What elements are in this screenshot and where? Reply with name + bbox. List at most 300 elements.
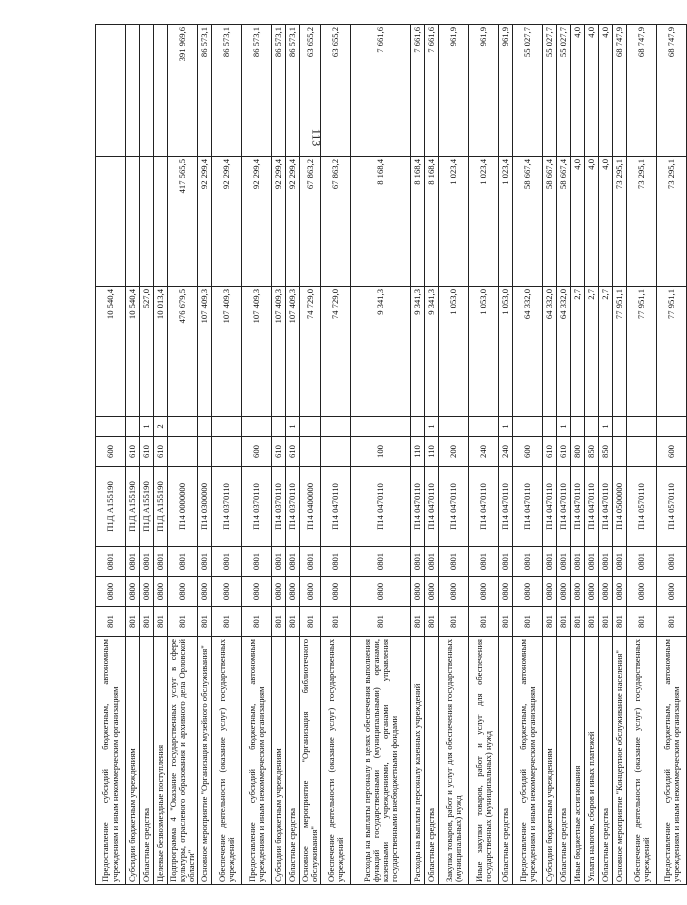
row-sum-2020: 8 168,4 <box>425 157 439 287</box>
row-dop: 2 <box>154 417 168 437</box>
row-sum-2020: 417 565,5 <box>168 157 198 287</box>
row-razdel: 0800 <box>543 577 557 607</box>
row-name: Целевые безвозмездные поступления <box>154 637 168 885</box>
row-vr: 610 <box>286 437 300 467</box>
table-row <box>557 25 571 885</box>
row-podrazdel: 0801 <box>627 547 657 577</box>
row-sum-2021: 86 573,1 <box>286 25 300 157</box>
row-sum-2021: 7 661,6 <box>425 25 439 157</box>
row-razdel: 0800 <box>351 577 411 607</box>
row-sum-2019: 1 053,0 <box>469 287 499 417</box>
row-gov: 801 <box>96 607 126 637</box>
row-sum-2020: 73 295,1 <box>657 157 687 287</box>
row-sum-2019: 9 341,3 <box>351 287 411 417</box>
row-razdel: 0800 <box>411 577 425 607</box>
row-podrazdel: 0801 <box>599 547 613 577</box>
row-csr: П1Д А155190 <box>126 467 140 547</box>
row-podrazdel: 0801 <box>543 547 557 577</box>
row-sum-2020: 8 168,4 <box>351 157 411 287</box>
row-dop: 1 <box>599 417 613 437</box>
row-sum-2019: 10 540,4 <box>96 287 126 417</box>
row-name: Субсидии бюджетным учреждениям <box>126 637 140 885</box>
row-sum-2019: 107 409,3 <box>286 287 300 417</box>
row-gov: 801 <box>126 607 140 637</box>
row-sum-2020: 58 667,4 <box>557 157 571 287</box>
table-row <box>96 25 126 885</box>
row-razdel: 0800 <box>168 577 198 607</box>
row-gov: 801 <box>657 607 687 637</box>
row-razdel: 0800 <box>439 577 469 607</box>
row-dop: 1 <box>425 417 439 437</box>
row-sum-2019: 527,0 <box>140 287 154 417</box>
row-vr: 110 <box>411 437 425 467</box>
row-sum-2020: 73 295,1 <box>613 157 627 287</box>
row-sum-2020: 4,0 <box>571 157 585 287</box>
row-vr <box>300 437 321 467</box>
row-vr: 600 <box>657 437 687 467</box>
row-dop: 1 <box>499 417 513 437</box>
row-name: Закупка товаров, работ и услуг для обеспечения государственных (муниципальных) нужд <box>439 637 469 885</box>
row-name: Предоставление субсидий бюджетным, автономным учреждениям и иным некоммерческим организациям <box>657 637 687 885</box>
table-row <box>411 25 425 885</box>
row-csr: П14 0470110 <box>557 467 571 547</box>
table-row <box>272 25 286 885</box>
row-csr: П14 0470110 <box>599 467 613 547</box>
row-dop <box>411 417 425 437</box>
row-razdel: 0800 <box>154 577 168 607</box>
row-name: Подпрограмма 4 "Оказание государственных услуг в сфере культуры, отраслевого образования и архивного дела Орловской области" <box>168 637 198 885</box>
row-sum-2019: 2,7 <box>599 287 613 417</box>
row-csr: П14 0470110 <box>469 467 499 547</box>
row-gov: 801 <box>411 607 425 637</box>
table-row <box>543 25 557 885</box>
row-sum-2021: 961,9 <box>499 25 513 157</box>
row-sum-2019: 107 409,3 <box>212 287 242 417</box>
row-dop <box>168 417 198 437</box>
table-row <box>439 25 469 885</box>
row-dop <box>571 417 585 437</box>
row-dop <box>198 417 212 437</box>
row-sum-2020 <box>96 157 126 287</box>
row-gov: 801 <box>499 607 513 637</box>
row-gov: 801 <box>627 607 657 637</box>
row-podrazdel: 0801 <box>198 547 212 577</box>
table-row <box>469 25 499 885</box>
row-podrazdel: 0801 <box>140 547 154 577</box>
row-name: Предоставление субсидий бюджетным, автономным учреждениям и иным некоммерческим организациям <box>96 637 126 885</box>
row-gov: 801 <box>168 607 198 637</box>
row-dop: 1 <box>286 417 300 437</box>
row-razdel: 0800 <box>321 577 351 607</box>
row-razdel: 0800 <box>469 577 499 607</box>
row-podrazdel: 0801 <box>168 547 198 577</box>
row-name: Субсидии бюджетным учреждениям <box>272 637 286 885</box>
row-podrazdel: 0801 <box>411 547 425 577</box>
row-vr: 610 <box>272 437 286 467</box>
row-name: Обеспечение деятельности (оказание услуг) государственных учреждений <box>212 637 242 885</box>
row-razdel: 0800 <box>300 577 321 607</box>
row-vr: 110 <box>425 437 439 467</box>
row-name: Областные средства <box>286 637 300 885</box>
row-csr: П14 0370110 <box>272 467 286 547</box>
row-csr: П1Д А155190 <box>96 467 126 547</box>
row-razdel: 0800 <box>513 577 543 607</box>
row-razdel: 0800 <box>571 577 585 607</box>
row-vr: 610 <box>126 437 140 467</box>
row-sum-2019: 64 332,0 <box>513 287 543 417</box>
row-csr: П14 0570110 <box>627 467 657 547</box>
row-podrazdel: 0801 <box>657 547 687 577</box>
table-row <box>351 25 411 885</box>
row-sum-2020: 67 863,2 <box>321 157 351 287</box>
row-name: Предоставление субсидий бюджетным, автономным учреждениям и иным некоммерческим организациям <box>242 637 272 885</box>
row-sum-2019: 64 332,0 <box>557 287 571 417</box>
row-vr: 240 <box>499 437 513 467</box>
row-razdel: 0800 <box>96 577 126 607</box>
row-vr: 850 <box>599 437 613 467</box>
row-csr: П14 0470110 <box>425 467 439 547</box>
row-name: Иные закупки товаров, работ и услуг для обеспечения государственных (муниципальных) нужд <box>469 637 499 885</box>
row-gov: 801 <box>286 607 300 637</box>
row-vr <box>613 437 627 467</box>
row-name: Областные средства <box>425 637 439 885</box>
table-row <box>300 25 321 885</box>
row-name: Расходы на выплаты персоналу казенных учреждений <box>411 637 425 885</box>
row-dop: 1 <box>557 417 571 437</box>
row-sum-2021: 55 027,7 <box>513 25 543 157</box>
row-sum-2020: 58 667,4 <box>513 157 543 287</box>
row-name: Уплата налогов, сборов и иных платежей <box>585 637 599 885</box>
table-row <box>585 25 599 885</box>
row-dop <box>469 417 499 437</box>
row-name: Расходы на выплаты персоналу в целях обеспечения выполнения функций государственными (муниципальными) органами, казенными учреждениями, органами управления государственными внебюджетными фондами <box>351 637 411 885</box>
row-csr: П1Д А155190 <box>140 467 154 547</box>
row-sum-2021 <box>140 25 154 157</box>
row-dop <box>513 417 543 437</box>
row-sum-2019: 9 341,3 <box>411 287 425 417</box>
row-sum-2020: 1 023,4 <box>499 157 513 287</box>
row-sum-2020: 8 168,4 <box>411 157 425 287</box>
row-podrazdel: 0801 <box>613 547 627 577</box>
row-dop <box>657 417 687 437</box>
row-vr: 610 <box>543 437 557 467</box>
row-sum-2020: 92 299,4 <box>198 157 212 287</box>
row-csr: П14 0470110 <box>585 467 599 547</box>
row-csr: П14 0470110 <box>321 467 351 547</box>
table-row <box>212 25 242 885</box>
row-sum-2019: 2,7 <box>585 287 599 417</box>
row-gov: 801 <box>242 607 272 637</box>
row-sum-2019: 74 729,0 <box>300 287 321 417</box>
row-gov: 801 <box>425 607 439 637</box>
row-gov: 801 <box>300 607 321 637</box>
row-sum-2021 <box>154 25 168 157</box>
table-row <box>140 25 154 885</box>
row-sum-2020 <box>154 157 168 287</box>
row-razdel: 0800 <box>286 577 300 607</box>
row-dop <box>321 417 351 437</box>
row-razdel: 0800 <box>140 577 154 607</box>
row-sum-2021: 55 027,7 <box>543 25 557 157</box>
table-row <box>613 25 627 885</box>
row-dop <box>96 417 126 437</box>
row-sum-2020: 4,0 <box>599 157 613 287</box>
row-gov: 801 <box>557 607 571 637</box>
row-csr: П14 0470110 <box>499 467 513 547</box>
table-row <box>242 25 272 885</box>
row-csr: П14 0470110 <box>411 467 425 547</box>
row-gov: 801 <box>154 607 168 637</box>
row-sum-2021: 961,9 <box>469 25 499 157</box>
row-podrazdel: 0801 <box>469 547 499 577</box>
row-razdel: 0800 <box>198 577 212 607</box>
row-dop <box>627 417 657 437</box>
row-sum-2021: 55 027,7 <box>557 25 571 157</box>
row-razdel: 0800 <box>613 577 627 607</box>
table-row <box>499 25 513 885</box>
row-sum-2020: 58 667,4 <box>543 157 557 287</box>
row-podrazdel: 0801 <box>286 547 300 577</box>
row-sum-2019: 2,7 <box>571 287 585 417</box>
row-sum-2019: 10 540,4 <box>126 287 140 417</box>
row-name: Предоставление субсидий бюджетным, автономным учреждениям и иным некоммерческим организациям <box>513 637 543 885</box>
row-podrazdel: 0801 <box>272 547 286 577</box>
row-gov: 801 <box>599 607 613 637</box>
row-vr <box>168 437 198 467</box>
table-row <box>513 25 543 885</box>
row-podrazdel: 0801 <box>499 547 513 577</box>
row-sum-2020 <box>126 157 140 287</box>
row-sum-2021: 4,0 <box>571 25 585 157</box>
row-vr <box>321 437 351 467</box>
row-sum-2021: 86 573,1 <box>212 25 242 157</box>
row-gov: 801 <box>212 607 242 637</box>
row-name: Областные средства <box>599 637 613 885</box>
row-csr: П14 0370110 <box>212 467 242 547</box>
table-row <box>657 25 687 885</box>
row-gov: 801 <box>513 607 543 637</box>
row-podrazdel: 0801 <box>300 547 321 577</box>
row-razdel: 0800 <box>499 577 513 607</box>
table-row <box>425 25 439 885</box>
row-sum-2021: 63 655,2 <box>300 25 321 157</box>
row-gov: 801 <box>439 607 469 637</box>
row-razdel: 0800 <box>425 577 439 607</box>
row-gov: 801 <box>321 607 351 637</box>
row-csr: П14 0470110 <box>571 467 585 547</box>
table-row <box>599 25 613 885</box>
row-dop <box>212 417 242 437</box>
row-dop <box>242 417 272 437</box>
row-dop <box>126 417 140 437</box>
table-row <box>154 25 168 885</box>
row-name: Обеспечение деятельности (оказание услуг) государственных учреждений <box>627 637 657 885</box>
row-sum-2020: 4,0 <box>585 157 599 287</box>
row-sum-2019: 77 951,1 <box>657 287 687 417</box>
row-sum-2020: 92 299,4 <box>212 157 242 287</box>
row-vr: 850 <box>585 437 599 467</box>
row-gov: 801 <box>571 607 585 637</box>
row-csr: П14 0370110 <box>242 467 272 547</box>
row-razdel: 0800 <box>272 577 286 607</box>
row-dop <box>585 417 599 437</box>
row-sum-2020: 67 863,2 <box>300 157 321 287</box>
row-csr: П14 0470110 <box>543 467 557 547</box>
row-vr: 600 <box>513 437 543 467</box>
row-sum-2021: 391 969,6 <box>168 25 198 157</box>
row-dop <box>613 417 627 437</box>
row-razdel: 0800 <box>557 577 571 607</box>
row-podrazdel: 0801 <box>571 547 585 577</box>
row-sum-2019: 64 332,0 <box>543 287 557 417</box>
row-csr: П14 0470110 <box>439 467 469 547</box>
row-sum-2021: 4,0 <box>585 25 599 157</box>
row-name: Областные средства <box>499 637 513 885</box>
row-gov: 801 <box>272 607 286 637</box>
row-vr: 100 <box>351 437 411 467</box>
row-gov: 801 <box>585 607 599 637</box>
row-csr: П14 0470110 <box>513 467 543 547</box>
page-number: 113 <box>309 128 324 147</box>
row-gov: 801 <box>198 607 212 637</box>
row-name: Субсидии бюджетным учреждениям <box>543 637 557 885</box>
row-podrazdel: 0801 <box>439 547 469 577</box>
row-csr: П14 0470110 <box>351 467 411 547</box>
row-gov: 801 <box>351 607 411 637</box>
row-podrazdel: 0801 <box>351 547 411 577</box>
row-razdel: 0800 <box>126 577 140 607</box>
table-row <box>286 25 300 885</box>
row-vr: 610 <box>140 437 154 467</box>
row-podrazdel: 0801 <box>212 547 242 577</box>
row-vr: 200 <box>439 437 469 467</box>
row-sum-2019: 9 341,3 <box>425 287 439 417</box>
row-csr: П14 0300000 <box>198 467 212 547</box>
rotated-page <box>95 25 681 885</box>
row-sum-2021: 86 573,1 <box>198 25 212 157</box>
row-vr: 240 <box>469 437 499 467</box>
table-row <box>627 25 657 885</box>
row-vr: 610 <box>154 437 168 467</box>
row-sum-2020: 73 295,1 <box>627 157 657 287</box>
row-dop <box>272 417 286 437</box>
row-podrazdel: 0801 <box>425 547 439 577</box>
row-name: Иные бюджетные ассигнования <box>571 637 585 885</box>
row-razdel: 0800 <box>212 577 242 607</box>
row-sum-2021: 7 661,6 <box>351 25 411 157</box>
row-podrazdel: 0801 <box>585 547 599 577</box>
row-csr: П14 0000000 <box>168 467 198 547</box>
row-name: Основное мероприятие "Организация музейного обслуживания" <box>198 637 212 885</box>
row-sum-2021: 63 655,2 <box>321 25 351 157</box>
row-sum-2021: 86 573,1 <box>272 25 286 157</box>
row-gov: 801 <box>613 607 627 637</box>
row-razdel: 0800 <box>599 577 613 607</box>
table-row <box>571 25 585 885</box>
row-sum-2019: 74 729,0 <box>321 287 351 417</box>
row-gov: 801 <box>140 607 154 637</box>
row-podrazdel: 0801 <box>96 547 126 577</box>
table-row <box>198 25 212 885</box>
row-gov: 801 <box>543 607 557 637</box>
table-row <box>126 25 140 885</box>
row-podrazdel: 0801 <box>321 547 351 577</box>
row-sum-2020: 92 299,4 <box>272 157 286 287</box>
row-name: Обеспечение деятельности (оказание услуг) государственных учреждений <box>321 637 351 885</box>
row-sum-2021: 4,0 <box>599 25 613 157</box>
row-sum-2020: 92 299,4 <box>242 157 272 287</box>
row-razdel: 0800 <box>627 577 657 607</box>
row-gov: 801 <box>469 607 499 637</box>
table-row <box>321 25 351 885</box>
row-csr: П14 0370110 <box>286 467 300 547</box>
row-podrazdel: 0801 <box>126 547 140 577</box>
row-sum-2019: 107 409,3 <box>198 287 212 417</box>
row-sum-2021 <box>126 25 140 157</box>
budget-table <box>95 24 687 885</box>
row-razdel: 0800 <box>585 577 599 607</box>
row-csr: П14 0500000 <box>613 467 627 547</box>
row-sum-2020: 92 299,4 <box>286 157 300 287</box>
row-podrazdel: 0801 <box>242 547 272 577</box>
row-vr: 610 <box>557 437 571 467</box>
row-sum-2019: 10 013,4 <box>154 287 168 417</box>
row-sum-2020 <box>140 157 154 287</box>
row-razdel: 0800 <box>657 577 687 607</box>
row-name: Областные средства <box>557 637 571 885</box>
row-sum-2019: 1 053,0 <box>499 287 513 417</box>
row-sum-2021: 961,9 <box>439 25 469 157</box>
row-sum-2020: 1 023,4 <box>439 157 469 287</box>
row-dop <box>300 417 321 437</box>
row-sum-2019: 107 409,3 <box>242 287 272 417</box>
row-vr <box>212 437 242 467</box>
row-sum-2019: 1 053,0 <box>439 287 469 417</box>
row-vr: 600 <box>96 437 126 467</box>
row-sum-2019: 77 951,1 <box>627 287 657 417</box>
row-sum-2021 <box>96 25 126 157</box>
row-sum-2021: 68 747,9 <box>657 25 687 157</box>
row-sum-2021: 68 747,9 <box>627 25 657 157</box>
row-csr: П1Д А155190 <box>154 467 168 547</box>
row-sum-2019: 77 951,1 <box>613 287 627 417</box>
row-vr <box>198 437 212 467</box>
row-name: Основное мероприятие "Организация библиотечного обслуживания" <box>300 637 321 885</box>
row-sum-2019: 476 679,5 <box>168 287 198 417</box>
row-podrazdel: 0801 <box>557 547 571 577</box>
row-dop <box>439 417 469 437</box>
row-name: Основное мероприятие "Концертное обслуживание населения" <box>613 637 627 885</box>
row-vr <box>627 437 657 467</box>
row-dop: 1 <box>140 417 154 437</box>
row-vr: 600 <box>242 437 272 467</box>
row-sum-2021: 7 661,6 <box>411 25 425 157</box>
row-dop <box>543 417 557 437</box>
row-razdel: 0800 <box>242 577 272 607</box>
row-sum-2021: 86 573,1 <box>242 25 272 157</box>
table-row <box>168 25 198 885</box>
row-sum-2020: 1 023,4 <box>469 157 499 287</box>
row-vr: 800 <box>571 437 585 467</box>
row-dop <box>351 417 411 437</box>
row-sum-2019: 107 409,3 <box>272 287 286 417</box>
row-csr: П14 0570110 <box>657 467 687 547</box>
row-podrazdel: 0801 <box>513 547 543 577</box>
row-sum-2021: 68 747,9 <box>613 25 627 157</box>
row-name: Областные средства <box>140 637 154 885</box>
row-csr: П14 0400000 <box>300 467 321 547</box>
row-podrazdel: 0801 <box>154 547 168 577</box>
